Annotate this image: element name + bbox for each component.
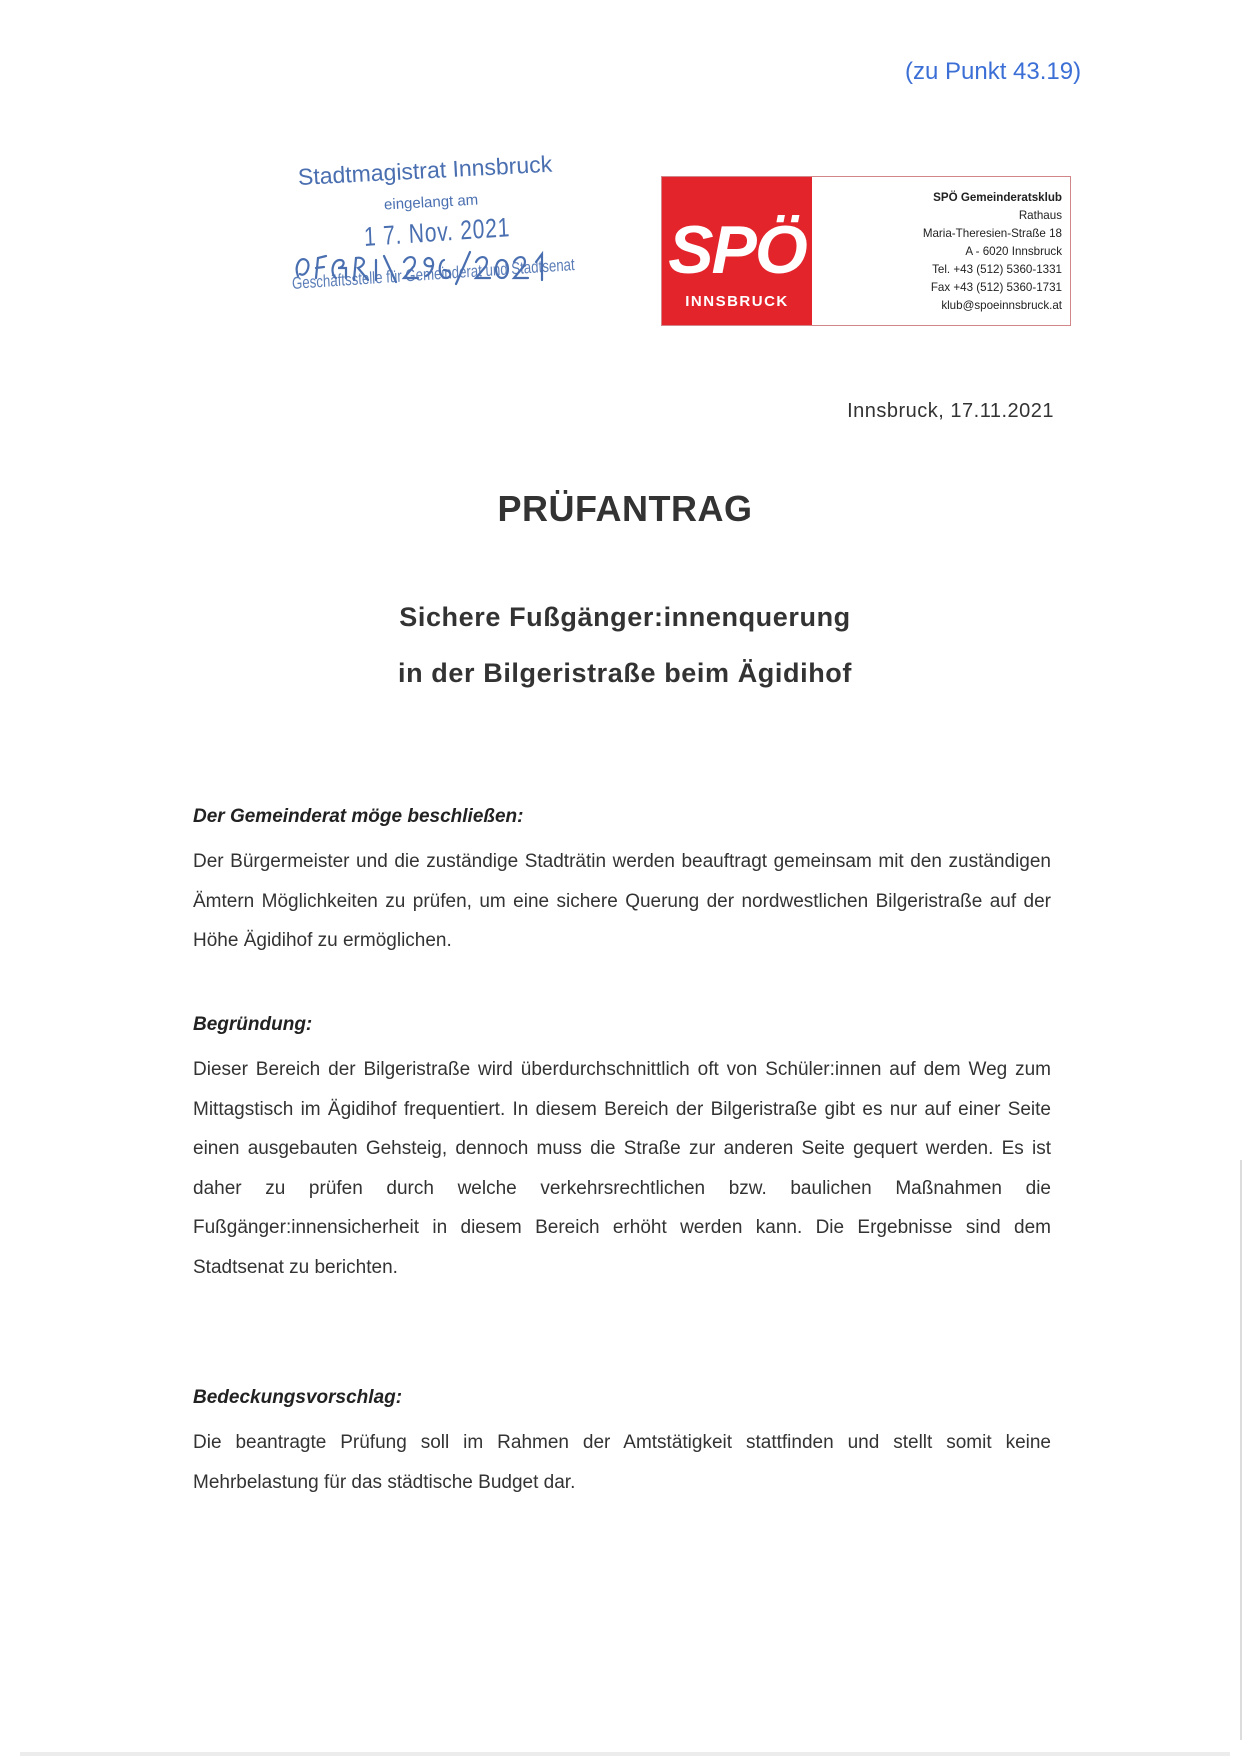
logo-text: SPÖ (668, 212, 806, 288)
stamp-date: 1 7. Nov. 2021 (363, 212, 511, 252)
document-date: Innsbruck, 17.11.2021 (847, 400, 1054, 422)
section-heading: Bedeckungsvorschlag: (193, 1387, 403, 1408)
section-heading: Begründung: (193, 1014, 313, 1035)
section-body: Dieser Bereich der Bilgeristraße wird überdurchschnittlich oft von Schüler:innen auf dem Weg zum Mittagstisch im Ägidihof frequentiert. In diesem Bereich der Bilgeristraße gibt es nur auf einer Seite einen ausgebauten Gehsteig, dennoch muss die Straße zur anderen Seite gequert werden. Es ist daher zu prüfen durch welche verkehrsrechtlichen bzw. baulichen Maßnahmen die Fußgänger:innensicherheit in diesem Bereich erhöht werden kann. Die Ergebnisse sind dem Stadtsenat zu berichten. (193, 1059, 1051, 1278)
fax-line: Fax +43 (512) 5360-1731 (930, 281, 1062, 294)
section-body: Der Bürgermeister und die zuständige Stadträtin werden beauftragt gemeinsam mit den zuständigen Ämtern Möglichkeiten zu prüfen, um eine sichere Querung der nordwestlichen Bilgeristraße auf der Höhe Ägidihof zu ermöglichen. (193, 851, 1051, 951)
section-funding (193, 1387, 1051, 1502)
section-heading: Der Gemeinderat möge beschließen: (193, 806, 524, 827)
document-title: PRÜFANTRAG (497, 488, 753, 529)
stamp-department: Geschäftsstelle für Gemeinderat und Stadtsenat (291, 255, 576, 293)
scan-edge (1240, 1160, 1242, 1740)
stamp-received-label: eingelangt am (383, 191, 479, 214)
section-justification (193, 1014, 1051, 1287)
scan-bottom-edge (20, 1752, 1230, 1756)
spo-logo (662, 177, 812, 325)
subtitle-line-2: in der Bilgeristraße beim Ägidihof (398, 658, 852, 688)
phone-line: Tel. +43 (512) 5360-1331 (932, 263, 1062, 276)
subtitle-line-1: Sichere Fußgänger:innenquerung (399, 602, 851, 632)
email-line: klub@spoeinnsbruck.at (941, 299, 1062, 312)
address-line: Maria-Theresien-Straße 18 (922, 227, 1062, 240)
address-line: Rathaus (1018, 209, 1062, 222)
section-motion (193, 806, 1051, 961)
letterhead-org: SPÖ Gemeinderatsklub (933, 191, 1062, 204)
received-stamp (292, 150, 592, 310)
section-body: Die beantragte Prüfung soll im Rahmen der Amtstätigkeit stattfinden und stellt somit keine Mehrbelastung für das städtische Budget dar. (193, 1432, 1051, 1493)
letterhead (661, 176, 1071, 326)
agenda-reference: (zu Punkt 43.19) (905, 58, 1082, 85)
stamp-office: Stadtmagistrat Innsbruck (297, 150, 553, 190)
letterhead-address (923, 189, 1062, 315)
address-line: A - 6020 Innsbruck (965, 245, 1062, 258)
logo-city: INNSBRUCK (685, 293, 789, 310)
